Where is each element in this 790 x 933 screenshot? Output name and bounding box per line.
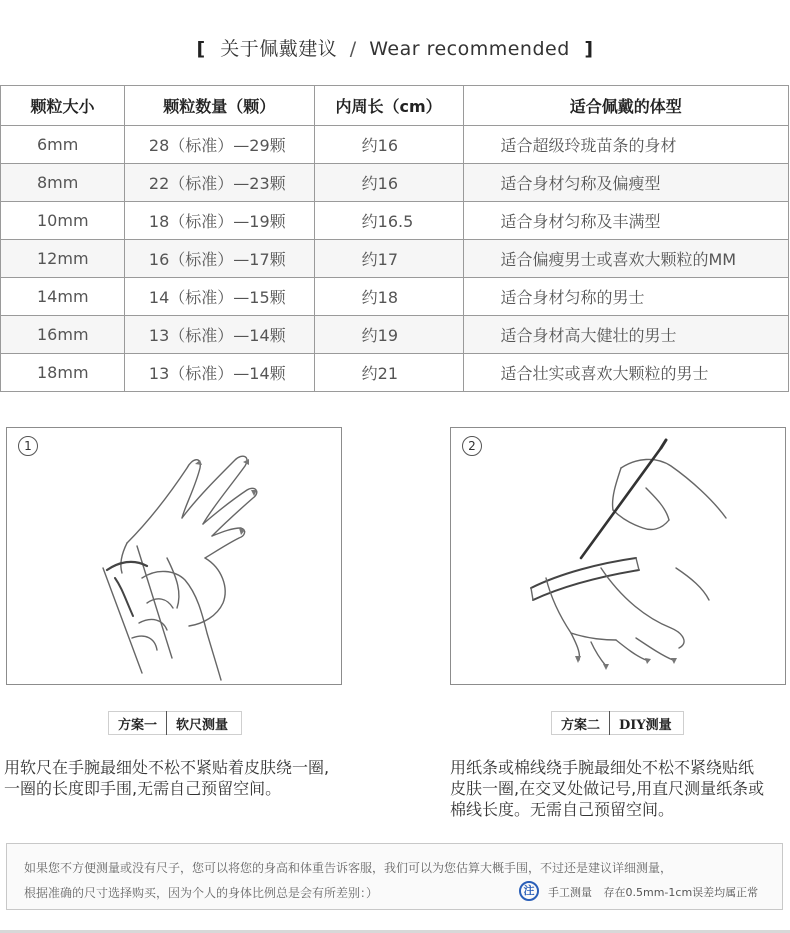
cell-count: 16（标准）—17颗 <box>124 240 314 278</box>
title-english: Wear recommended <box>369 38 570 60</box>
cell-size: 14mm <box>1 278 125 316</box>
page-title <box>0 34 790 61</box>
header-circumference: 内周长（cm） <box>314 86 463 126</box>
method2-caption <box>551 711 684 735</box>
method2-description-line: 皮肤一圈,在交叉处做记号,用直尺测量纸条或 <box>450 779 765 798</box>
method1-number-badge: 1 <box>18 436 38 456</box>
cell-size: 8mm <box>1 164 125 202</box>
cell-body-type: 适合身材匀称及丰满型 <box>463 202 789 240</box>
cell-count: 18（标准）—19颗 <box>124 202 314 240</box>
cell-count: 28（标准）—29颗 <box>124 126 314 164</box>
method1-description-line: 用软尺在手腕最细处不松不紧贴着皮肤绕一圈, <box>4 758 330 777</box>
cell-size: 10mm <box>1 202 125 240</box>
title-bracket-right: ] <box>584 38 594 60</box>
title-bracket-left: [ <box>196 38 206 60</box>
cell-size: 12mm <box>1 240 125 278</box>
cell-count: 14（标准）—15颗 <box>124 278 314 316</box>
title-slash: / <box>349 38 357 60</box>
cell-count: 13（标准）—14颗 <box>124 316 314 354</box>
cell-circumference: 约21 <box>314 354 463 392</box>
method1-caption-subtitle: 软尺测量 <box>176 717 229 733</box>
table-row <box>1 240 789 278</box>
table-header-row <box>1 86 789 126</box>
cell-body-type: 适合壮实或喜欢大颗粒的男士 <box>463 354 789 392</box>
method1-description <box>4 757 404 799</box>
note-hint-title: 手工测量 <box>548 886 592 899</box>
cell-body-type: 适合身材匀称及偏瘦型 <box>463 164 789 202</box>
cell-size: 16mm <box>1 316 125 354</box>
cell-size: 18mm <box>1 354 125 392</box>
table-row <box>1 278 789 316</box>
method2-caption-title: 方案二 <box>561 717 601 733</box>
method2-caption-subtitle: DIY测量 <box>619 717 672 733</box>
note-hint <box>548 884 758 900</box>
table-row <box>1 164 789 202</box>
cell-body-type: 适合身材匀称的男士 <box>463 278 789 316</box>
hand-measuring-tape-icon <box>7 428 341 684</box>
cell-count: 13（标准）—14颗 <box>124 354 314 392</box>
cell-circumference: 约19 <box>314 316 463 354</box>
table-row <box>1 354 789 392</box>
note-line-2: 根据准确的尺寸选择购买，因为个人的身体比例总是会有所差别：） <box>24 886 379 900</box>
method1-description-line: 一圈的长度即手围,无需自己预留空间。 <box>4 779 282 798</box>
cell-body-type: 适合身材高大健壮的男士 <box>463 316 789 354</box>
hand-marking-paper-icon <box>451 428 785 684</box>
cell-circumference: 约18 <box>314 278 463 316</box>
table-row <box>1 316 789 354</box>
cell-circumference: 约17 <box>314 240 463 278</box>
note-line-1: 如果您不方便测量或没有尺子，您可以将您的身高和体重告诉客服，我们可以为您估算大概手围，不过还是建议详细测量， <box>24 861 673 875</box>
method1-caption <box>108 711 242 735</box>
cell-circumference: 约16.5 <box>314 202 463 240</box>
header-bead-count: 颗粒数量（颗） <box>124 86 314 126</box>
method1-caption-title: 方案一 <box>118 717 158 733</box>
method1-panel <box>6 427 342 685</box>
method2-panel <box>450 427 786 685</box>
method2-number-badge: 2 <box>462 436 482 456</box>
cell-body-type: 适合超级玲珑苗条的身材 <box>463 126 789 164</box>
table-row <box>1 202 789 240</box>
table-row <box>1 126 789 164</box>
cell-count: 22（标准）—23颗 <box>124 164 314 202</box>
header-bead-size: 颗粒大小 <box>1 86 125 126</box>
cell-circumference: 约16 <box>314 164 463 202</box>
measurement-note <box>6 843 783 910</box>
cell-circumference: 约16 <box>314 126 463 164</box>
size-table <box>0 85 789 392</box>
header-body-type: 适合佩戴的体型 <box>463 86 789 126</box>
note-badge-icon: 注 <box>519 881 539 901</box>
cell-body-type: 适合偏瘦男士或喜欢大颗粒的MM <box>463 240 789 278</box>
method2-description-line: 用纸条或棉线绕手腕最细处不松不紧绕贴纸 <box>450 758 755 777</box>
method2-description-line: 棉线长度。无需自己预留空间。 <box>450 800 675 819</box>
cell-size: 6mm <box>1 126 125 164</box>
method2-description <box>450 757 790 820</box>
title-chinese: 关于佩戴建议 <box>220 38 338 60</box>
note-hint-tolerance: 存在0.5mm-1cm误差均属正常 <box>603 886 759 899</box>
